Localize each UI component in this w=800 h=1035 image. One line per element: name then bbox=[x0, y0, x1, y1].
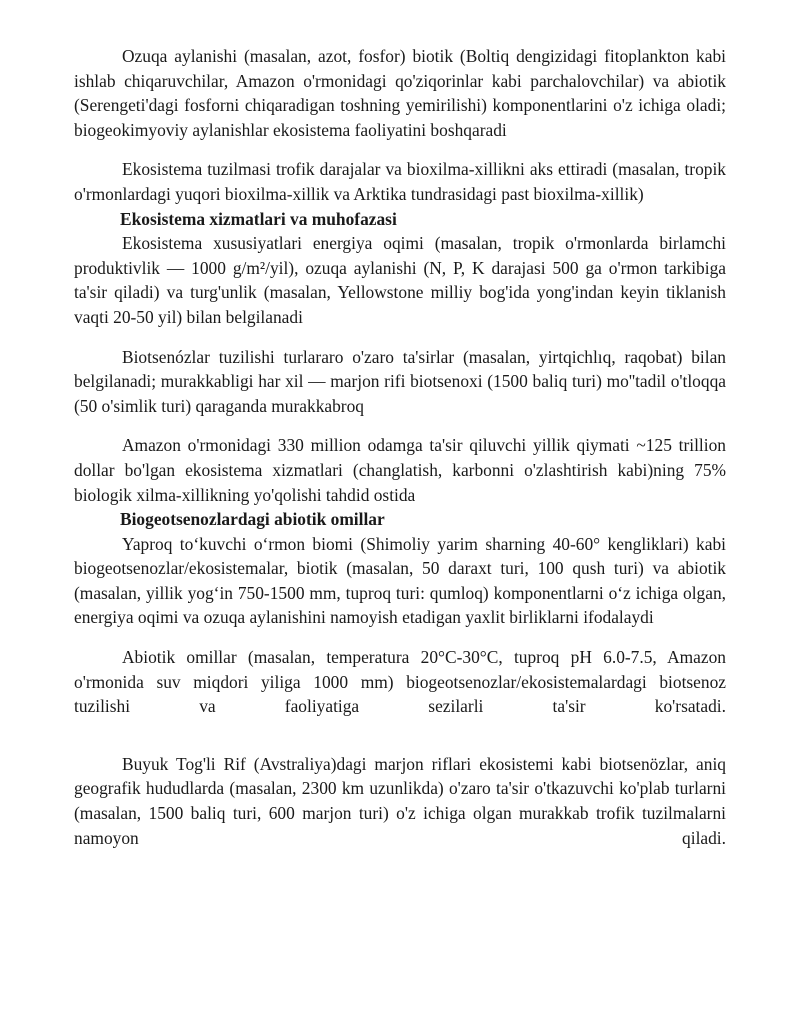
paragraph-great-barrier-reef: Buyuk Tog'li Rif (Avstraliya)dagi marjon riflari ekosistemi kabi biotsenözlar, aniq geografik hududlarda (masalan, 2300 km uzunlikda) o'zaro ta'sir o'tkazuvchi ko'plab turlarni (masalan, 1500 baliq turi, 600 marjon turi) o'z ichiga olgan murakkab trofik tuzilmalarni namoyon qiladi. bbox=[74, 753, 726, 848]
heading-abiotic-factors: Biogeotsenozlardagi abiotik omillar bbox=[120, 509, 385, 530]
document-page bbox=[74, 44, 726, 850]
heading-ecosystem-services: Ekosistema xizmatlari va muhofazasi bbox=[120, 208, 397, 229]
paragraph-amazon-services: Amazon o'rmonidagi 330 million odamga ta'sir qiluvchi yillik qiymati ~125 trillion dollar bo'lgan ekosistema xizmatlari (changlatish, karbonni o'zlashtirish kabi)ning 75% biologik xilma-xillikning yo'qolishi tahdid ostida bbox=[74, 435, 726, 505]
paragraph-abiotic-factors: Abiotik omillar (masalan, temperatura 20°C-30°C, tuproq pH 6.0-7.5, Amazon o'rmonida suv miqdori yiliga 1000 mm) biogeotsenozlar/ekosistemalardagi biotsenoz tuzilishi va faoliyatiga sezilarli ta'sir ko'rsatadi. bbox=[74, 647, 726, 717]
paragraph-ecosystem-properties: Ekosistema xususiyatlari energiya oqimi (masalan, tropik o'rmonlarda birlamchi produktivlik — 1000 g/m²/yil), ozuqa aylanishi (N, P, K darajasi 500 ga o'rmon tarkibiga ta'sir qiladi) va turg'unlik (masalan, Yellowstone milliy bog'ida yong'indan keyin tiklanish vaqti 20-50 yil) bilan belgilanadi bbox=[74, 233, 726, 327]
paragraph-ecosystem-structure: Ekosistema tuzilmasi trofik darajalar va bioxilma-xillikni aks ettiradi (masalan, tropik o'rmonlardagi yuqori bioxilma-xillik va Arktika tundrasidagi past bioxilma-xillik) bbox=[74, 159, 726, 204]
paragraph-deciduous-forest: Yaproq to‘kuvchi o‘rmon biomi (Shimoliy yarim sharning 40-60° kengliklari) kabi biogeotsenozlar/ekosistemalar, biotik (masalan, 50 daraxt turi, 100 qush turi) va abiotik (masalan, yillik yog‘in 750-1500 mm, tuproq turi: qumloq) komponentlarni o‘z ichiga olgan, energiya oqimi va ozuqa aylanishini namoyish etadigan yaxlit birliklarni ifodalaydi bbox=[74, 533, 726, 628]
paragraph-nutrient-cycling: Ozuqa aylanishi (masalan, azot, fosfor) biotik (Boltiq dengizidagi fitoplankton kabi ishlab chiqaruvchilar, Amazon o'rmonidagi qo'ziqorinlar kabi parchalovchilar) va abiotik (Serengeti'dagi fosforni chiqaradigan toshning yemirilishi) komponentlarini o'z ichiga oladi; biogeokimyoviy aylanishlar ekosistema faoliyatini boshqaradi bbox=[74, 46, 726, 140]
paragraph-biocenosis-structure: Biotsenózlar tuzilishi turlararo o'zaro ta'sirlar (masalan, yirtqichlıq, raqobat) bilan belgilanadi; murakkabligi har xil — marjon rifi biotsenoxi (1500 baliq turi) mo''tadil o'tloqqa (50 o'simlik turi) qaraganda murakkabroq bbox=[74, 346, 726, 416]
